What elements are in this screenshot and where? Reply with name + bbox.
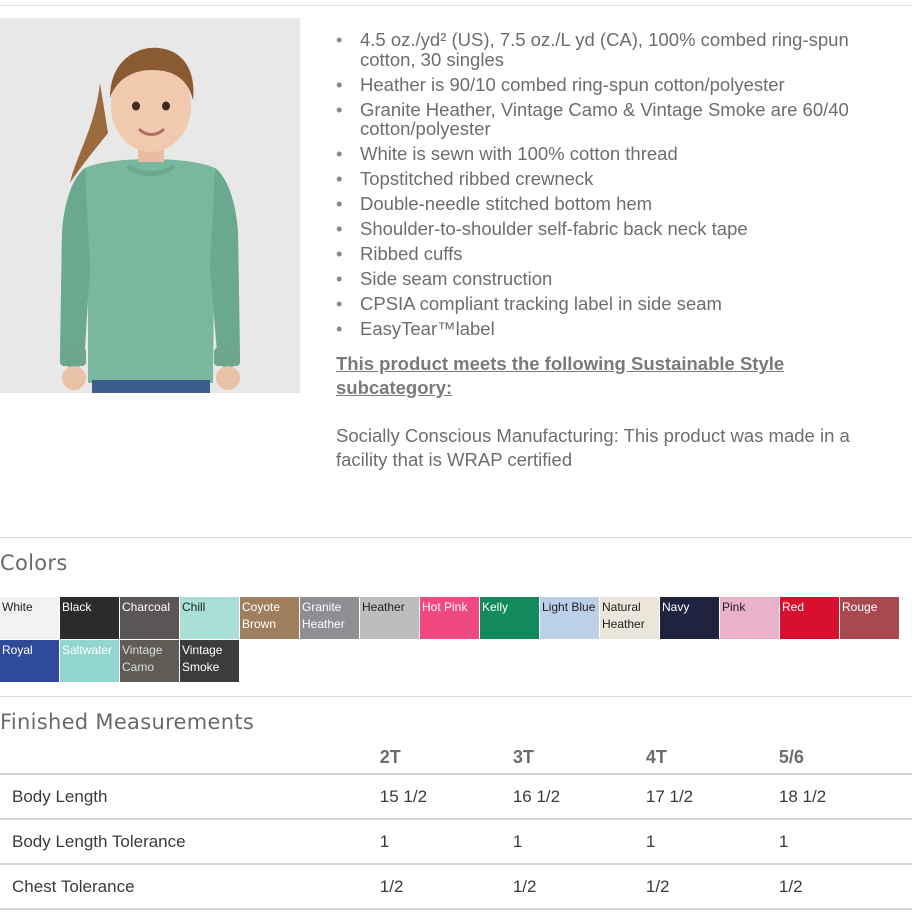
top-divider [0, 5, 912, 6]
feature-item: • Side seam construction [336, 269, 896, 289]
feature-list [336, 30, 896, 344]
color-swatch[interactable] [0, 597, 59, 639]
color-swatch-label: Granite Heather [302, 600, 345, 631]
feature-item: • Heather is 90/10 combed ring-spun cotton/polyester [336, 75, 896, 95]
feature-item: • CPSIA compliant tracking label in side seam [336, 294, 896, 314]
size-header: 5/6 [779, 740, 912, 774]
color-swatch[interactable] [180, 640, 239, 682]
color-swatch[interactable] [240, 597, 299, 639]
table-cell: 1/2 [779, 864, 912, 909]
table-row [0, 864, 912, 909]
measurements-title: Finished Measurements [0, 710, 255, 734]
size-header: 4T [646, 740, 779, 774]
color-swatch[interactable] [0, 640, 59, 682]
color-swatch-label: Vintage Smoke [182, 643, 223, 674]
color-swatch-label: Heather [362, 600, 405, 614]
color-swatch-label: Chill [182, 600, 206, 614]
color-swatch[interactable] [60, 597, 119, 639]
colors-title: Colors [0, 551, 68, 575]
table-cell: 17 1/2 [646, 774, 779, 819]
color-swatch-label: Pink [722, 600, 746, 614]
product-photo [0, 18, 300, 393]
table-row [0, 819, 912, 864]
table-cell: 18 1/2 [779, 774, 912, 819]
table-cell: 1/2 [646, 864, 779, 909]
feature-item: • Topstitched ribbed crewneck [336, 169, 896, 189]
feature-item: • Double-needle stitched bottom hem [336, 194, 896, 214]
size-header: 2T [380, 740, 513, 774]
color-swatch-label: Vintage Camo [122, 643, 163, 674]
color-swatch[interactable] [720, 597, 779, 639]
color-swatch[interactable] [300, 597, 359, 639]
sustainable-style-link[interactable]: This product meets the following Sustainable Style subcategory: [336, 353, 785, 398]
color-swatch-label: Hot Pink [422, 600, 468, 614]
color-swatch[interactable] [540, 597, 599, 639]
color-swatch[interactable] [420, 597, 479, 639]
section-divider [0, 537, 912, 538]
color-swatch-label: Black [62, 600, 92, 614]
color-swatch[interactable] [360, 597, 419, 639]
table-cell: 16 1/2 [513, 774, 646, 819]
color-swatch[interactable] [780, 597, 839, 639]
feature-item: • White is sewn with 100% cotton thread [336, 144, 896, 164]
color-swatch-label: Natural Heather [602, 600, 645, 631]
color-swatch[interactable] [480, 597, 539, 639]
color-swatch-label: Saltwater [62, 643, 113, 657]
table-cell: 1 [779, 819, 912, 864]
row-label: Chest Tolerance [0, 864, 380, 909]
sustainable-style-description: Socially Conscious Manufacturing: This product was made in a facility that is WRAP certified [336, 425, 850, 470]
table-cell: 1/2 [513, 864, 646, 909]
feature-item: • Shoulder-to-shoulder self-fabric back neck tape [336, 219, 896, 239]
table-cell: 15 1/2 [380, 774, 513, 819]
table-cell: 1 [380, 819, 513, 864]
table-cell: 1 [513, 819, 646, 864]
section-divider [0, 696, 912, 697]
feature-item: • Granite Heather, Vintage Camo & Vintage Smoke are 60/40 cotton/polyester [336, 100, 896, 139]
color-swatch-label: Charcoal [122, 600, 171, 614]
table-header-row [0, 740, 912, 774]
feature-item: • EasyTear™label [336, 319, 896, 339]
color-swatch[interactable] [120, 640, 179, 682]
color-swatch[interactable] [120, 597, 179, 639]
color-swatch-label: Rouge [842, 600, 878, 614]
row-label: Body Length Tolerance [0, 819, 380, 864]
color-swatch-label: Navy [662, 600, 690, 614]
table-cell: 1/2 [380, 864, 513, 909]
color-swatch-label: Royal [2, 643, 33, 657]
color-swatch[interactable] [600, 597, 659, 639]
color-swatch[interactable] [60, 640, 119, 682]
color-swatch-label: Coyote Brown [242, 600, 281, 631]
color-swatch-label: White [2, 600, 33, 614]
header-spacer [0, 740, 380, 774]
row-label: Body Length [0, 774, 380, 819]
color-swatch[interactable] [660, 597, 719, 639]
color-swatch-label: Red [782, 600, 805, 614]
table-row [0, 774, 912, 819]
color-swatch-label: Kelly [482, 600, 509, 614]
color-swatch[interactable] [180, 597, 239, 639]
size-header: 3T [513, 740, 646, 774]
table-cell: 1 [646, 819, 779, 864]
feature-item: • 4.5 oz./yd² (US), 7.5 oz./L yd (CA), 100% combed ring-spun cotton, 30 singles [336, 30, 896, 69]
feature-item: • Ribbed cuffs [336, 244, 896, 264]
color-swatch-label: Light Blue [542, 600, 596, 614]
measurements-table [0, 740, 912, 910]
color-swatch[interactable] [840, 597, 899, 639]
